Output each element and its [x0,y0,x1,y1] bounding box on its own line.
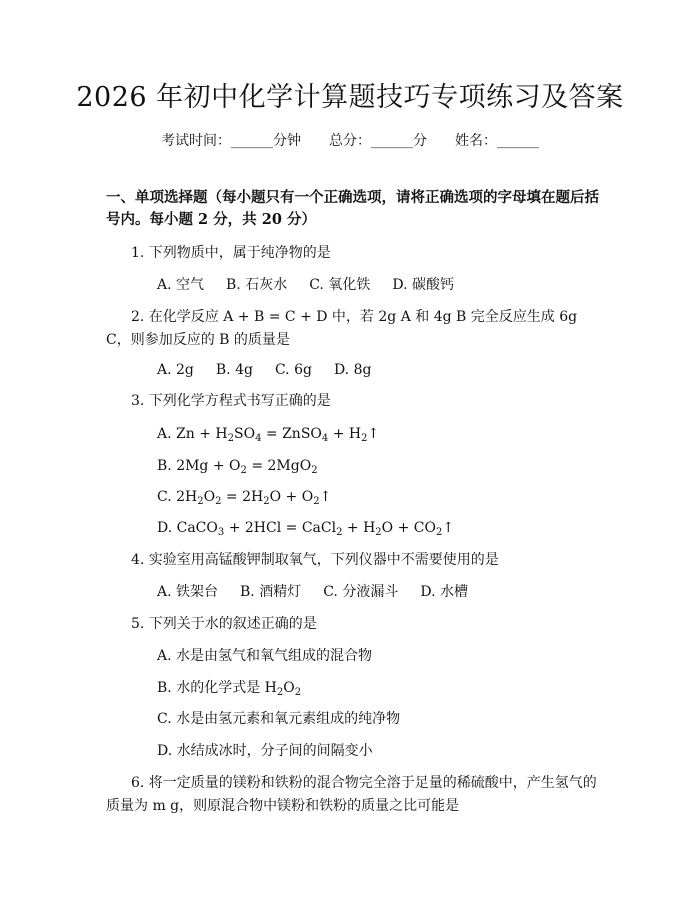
exam-time-field: 考试时间：______分钟 [161,133,301,149]
section-heading: 一、单项选择题（每小题只有一个正确选项，请将正确选项的字母填在题后括号内。每小题 2 分，共 20 分） [106,189,599,228]
question-3-option-c: C. $2H_2O_2 = 2H_2O$ + $O_2↑$ [157,489,332,507]
page-title: 2026 年初中化学计算题技巧专项练习及答案 [76,82,624,113]
question-3-option-d: D. CaCO$_3$ + 2HCl = CaCl$_2$ + $H_2O$ + $CO_2↑$ [157,520,455,538]
question-5-stem: 5. 下列关于水的叙述正确的是 [131,616,317,632]
option-a: A. 2g [157,362,194,378]
option-d: D. 水槽 [420,584,468,600]
question-2-stem: 2. 在化学反应 A + B = C + D 中，若 2g A 和 4g B 完全反应生成 6g C，则参加反应的 B 的质量是 [106,309,578,348]
question-5-option-d: D. 水结成冰时，分子间的间隔变小 [157,743,373,759]
question-5-option-c: C. 水是由氢元素和氧元素组成的纯净物 [157,711,401,727]
option-c: C. 氧化铁 [309,277,371,293]
question-1-stem: 1. 下列物质中，属于纯净物的是 [131,245,331,261]
question-6-stem: 6. 将一定质量的镁粉和铁粉的混合物完全溶于足量的稀硫酸中，产生氢气的质量为 m g，则原混合物中镁粉和铁粉的质量之比可能是 [106,775,597,814]
option-b: B. 石灰水 [226,277,288,293]
option-b: B. 酒精灯 [240,584,302,600]
question-3-option-a: A. $Zn + H_2SO_4$ = ZnSO$_4$ + $H_2↑$ [157,426,380,444]
option-d: D. 碳酸钙 [392,277,454,293]
exam-meta [0,131,700,151]
option-c: C. 分液漏斗 [323,584,399,600]
question-3-stem: 3. 下列化学方程式书写正确的是 [131,393,331,409]
question-5-option-b: B. 水的化学式是 $H_2O_2$ [157,680,302,698]
option-a: A. 空气 [157,277,205,293]
total-score-field: 总分：______分 [329,133,427,149]
question-4-stem: 4. 实验室用高锰酸钾制取氧气，下列仪器中不需要使用的是 [131,552,499,568]
question-2-options [157,360,393,380]
option-b: B. 4g [215,362,253,378]
option-a: A. 铁架台 [157,584,219,600]
option-d: D. 8g [333,362,372,378]
option-c: C. 6g [274,362,312,378]
question-4-options [157,582,490,602]
question-5-option-a: A. 水是由氢气和氧气组成的混合物 [157,648,373,664]
student-name-field: 姓名：______ [455,133,539,149]
question-1-options [157,275,476,295]
question-3-option-b: B. $2Mg + O_2 = 2MgO_2$ [157,458,318,476]
